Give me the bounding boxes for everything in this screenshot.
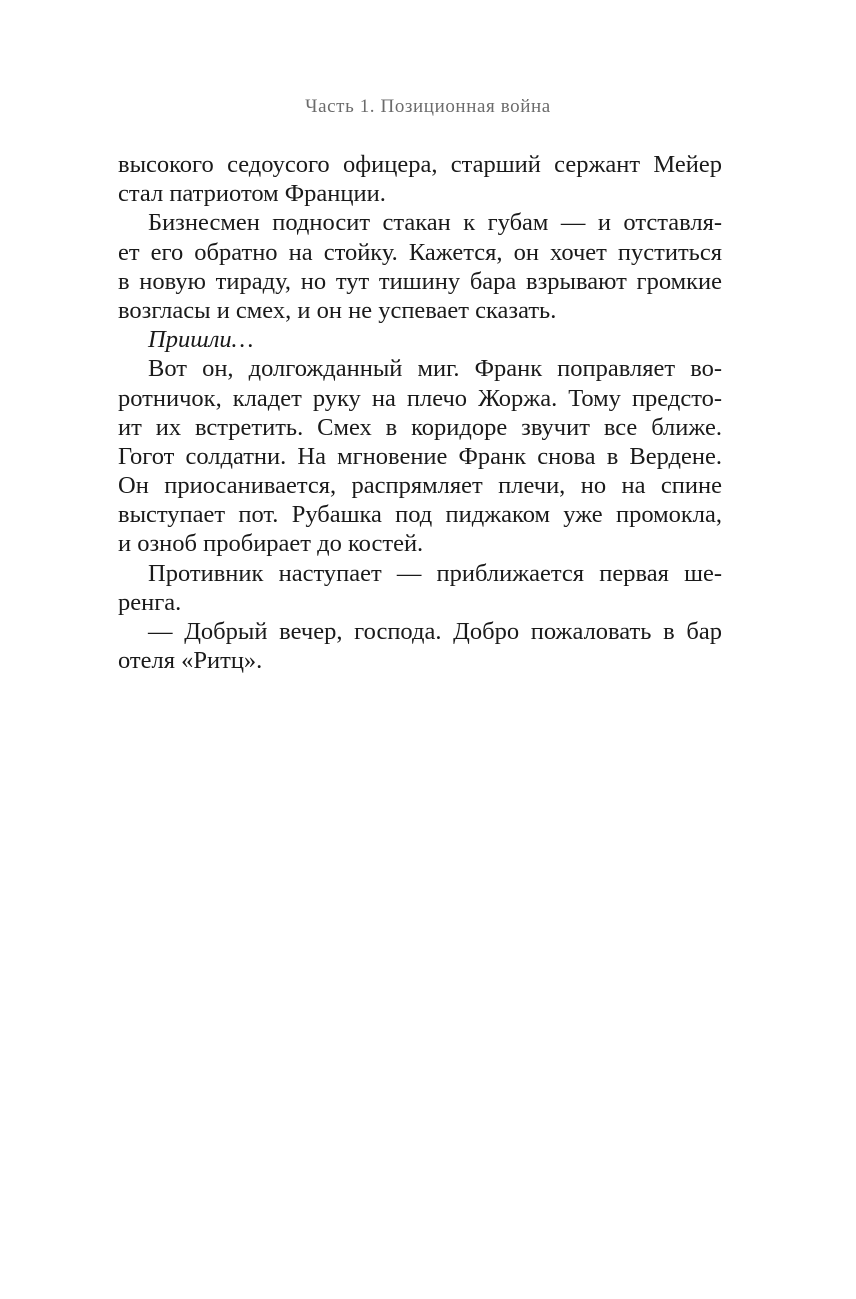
text-line: стал патриотом Франции.	[118, 180, 386, 208]
text-line: выступает пот. Рубашка под пиджаком уже промокла,	[118, 501, 722, 529]
text-line: возгласы и смех, и он не успевает сказать.	[118, 296, 557, 324]
text-line: Он приосанивается, распрямляет плечи, но на спине	[118, 472, 722, 500]
text-line: высокого седоусого офицера, старший сержант Мейер	[118, 151, 722, 178]
text-line: отеля «Ритц».	[118, 647, 263, 675]
text-line: Бизнесмен подносит стакан к губам — и отставля-	[148, 209, 722, 237]
running-head: Часть 1. Позиционная война	[305, 96, 551, 117]
text-line: и озноб пробирает до костей.	[118, 530, 424, 558]
body-text	[118, 150, 722, 675]
text-line: — Добрый вечер, господа. Добро пожаловать в бар	[148, 618, 722, 645]
text-line: ротничок, кладет руку на плечо Жоржа. Тому предсто-	[118, 384, 722, 412]
text-line: ит их встретить. Смех в коридоре звучит все ближе.	[118, 413, 722, 441]
text-line: Гогот солдатни. На мгновение Франк снова в Вердене.	[118, 442, 722, 470]
text-line: ренга.	[118, 588, 182, 616]
text-line: Противник наступает — приближается первая ше-	[148, 559, 722, 587]
text-line: в новую тираду, но тут тишину бара взрывают громкие	[118, 267, 722, 295]
text-line: ет его обратно на стойку. Кажется, он хочет пуститься	[118, 238, 722, 266]
text-line: Вот он, долгожданный миг. Франк поправляет во-	[148, 355, 722, 383]
text-line: Пришли…	[148, 326, 254, 354]
